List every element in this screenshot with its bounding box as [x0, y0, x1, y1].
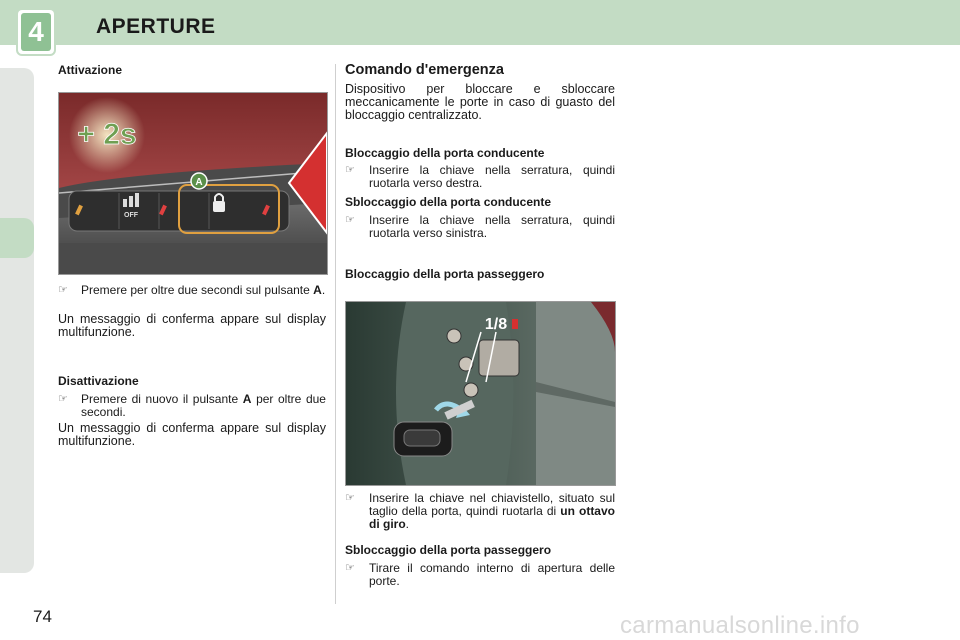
- column-divider: [335, 64, 336, 604]
- pointing-hand-icon: ☞: [58, 393, 68, 405]
- eighth-turn-label: 1/8: [484, 316, 508, 333]
- passenger-unlock-heading: Sbloccaggio della porta passeggero: [345, 543, 552, 557]
- chapter-badge: [18, 10, 54, 54]
- door-lock-photo: [345, 301, 616, 486]
- deactivation-note: Un messaggio di conferma appare sul display multifunzione.: [58, 421, 326, 448]
- passenger-lock-heading: Bloccaggio della porta passeggero: [345, 267, 545, 281]
- driver-lock-instruction: ☞ Inserire la chiave nella serratura, quindi ruotarla verso destra.: [345, 163, 615, 190]
- page-number: 74: [33, 607, 52, 626]
- dashboard-illustration: [59, 93, 327, 274]
- driver-unlock-heading: Sbloccaggio della porta conducente: [345, 195, 552, 209]
- deactivation-instruction: ☞ Premere di nuovo il pulsante A per oltre due secondi.: [58, 392, 326, 419]
- passenger-lock-instruction: ☞ Inserire la chiave nel chiavistello, situato sul taglio della porta, quindi ruotarla di un ottavo di giro.: [345, 491, 615, 531]
- pointing-hand-icon: ☞: [345, 562, 355, 574]
- pointing-hand-icon: ☞: [58, 284, 68, 296]
- duration-label: + 2s: [77, 118, 137, 151]
- emergency-title: Comando d'emergenza: [345, 62, 504, 78]
- pointing-hand-icon: ☞: [345, 214, 355, 226]
- door-lock-illustration: [346, 302, 615, 485]
- passenger-unlock-instruction: ☞ Tirare il comando interno di apertura delle porte.: [345, 561, 615, 588]
- emergency-intro: Dispositivo per bloccare e sbloccare meccanicamente le porte in caso di guasto del bloccaggio centralizzato.: [345, 82, 615, 122]
- pointing-hand-icon: ☞: [345, 492, 355, 504]
- off-label: OFF: [124, 212, 138, 219]
- driver-lock-heading: Bloccaggio della porta conducente: [345, 146, 545, 160]
- side-tab-active: [0, 218, 34, 258]
- watermark: carmanualsonline.info: [620, 612, 860, 639]
- chapter-number: 4: [21, 13, 51, 51]
- dashboard-photo: [58, 92, 328, 275]
- driver-unlock-instruction: ☞ Inserire la chiave nella serratura, quindi ruotarla verso sinistra.: [345, 213, 615, 240]
- button-a-marker: A: [195, 177, 203, 188]
- activation-heading: Attivazione: [58, 63, 123, 77]
- page-title: APERTURE: [96, 15, 216, 38]
- activation-instruction: ☞ Premere per oltre due secondi sul pulsante A.: [58, 283, 326, 297]
- deactivation-heading: Disattivazione: [58, 374, 139, 388]
- side-tab-strip: [0, 68, 34, 573]
- activation-note: Un messaggio di conferma appare sul display multifunzione.: [58, 312, 326, 339]
- pointing-hand-icon: ☞: [345, 164, 355, 176]
